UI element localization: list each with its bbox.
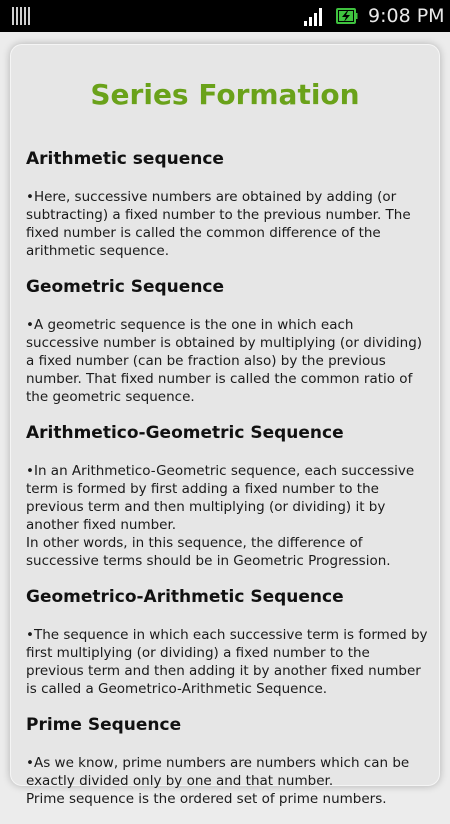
section-paragraph: Prime sequence is the ordered set of prime numbers. xyxy=(26,791,387,807)
section-heading: Geometric Sequence xyxy=(26,277,225,297)
section-heading: Arithmetico-Geometric Sequence xyxy=(26,423,344,443)
section xyxy=(26,276,428,406)
section-paragraph: •A geometric sequence is the one in which each successive number is obtained by multiplying (or dividing) a fixed number (can be fraction also) by the previous number. That fixed number is called the common ratio of the geometric sequence. xyxy=(26,317,423,405)
signal-icon xyxy=(303,8,325,26)
section-body xyxy=(26,462,428,570)
section xyxy=(26,714,428,808)
status-time: 9:08 PM xyxy=(368,5,445,27)
section xyxy=(26,422,428,570)
section-paragraph: In other words, in this sequence, the difference of successive terms should be in Geometric Progression. xyxy=(26,535,391,569)
sections-list xyxy=(26,148,428,824)
section-paragraph: •In an Arithmetico-Geometric sequence, each successive term is formed by first adding a fixed number to the previous term and then multiplying (or dividing) it by another fixed number. xyxy=(26,463,415,533)
status-bar xyxy=(0,0,450,32)
section-paragraph: •The sequence in which each successive term is formed by first multiplying (or dividing) a fixed number to the previous term and then adding it by another fixed number is called a Geometrico-Arithmetic Sequence. xyxy=(26,627,428,697)
section xyxy=(26,148,428,260)
section-heading: Arithmetic sequence xyxy=(26,149,224,169)
section-body xyxy=(26,754,428,808)
section-paragraph: •As we know, prime numbers are numbers which can be exactly divided only by one and that number. xyxy=(26,755,410,789)
page-title: Series Formation xyxy=(90,78,360,111)
battery-charging-icon xyxy=(336,7,358,25)
section-body xyxy=(26,188,428,260)
section-paragraph: •Here, successive numbers are obtained by adding (or subtracting) a fixed number to the previous number. The fixed number is called the common difference of the arithmetic sequence. xyxy=(26,189,411,259)
content-card[interactable] xyxy=(10,44,440,807)
section-heading: Prime Sequence xyxy=(26,715,182,735)
section-heading: Geometrico-Arithmetic Sequence xyxy=(26,587,344,607)
section-body xyxy=(26,626,428,698)
section-body xyxy=(26,316,428,406)
notification-icon xyxy=(12,7,30,25)
section xyxy=(26,586,428,698)
